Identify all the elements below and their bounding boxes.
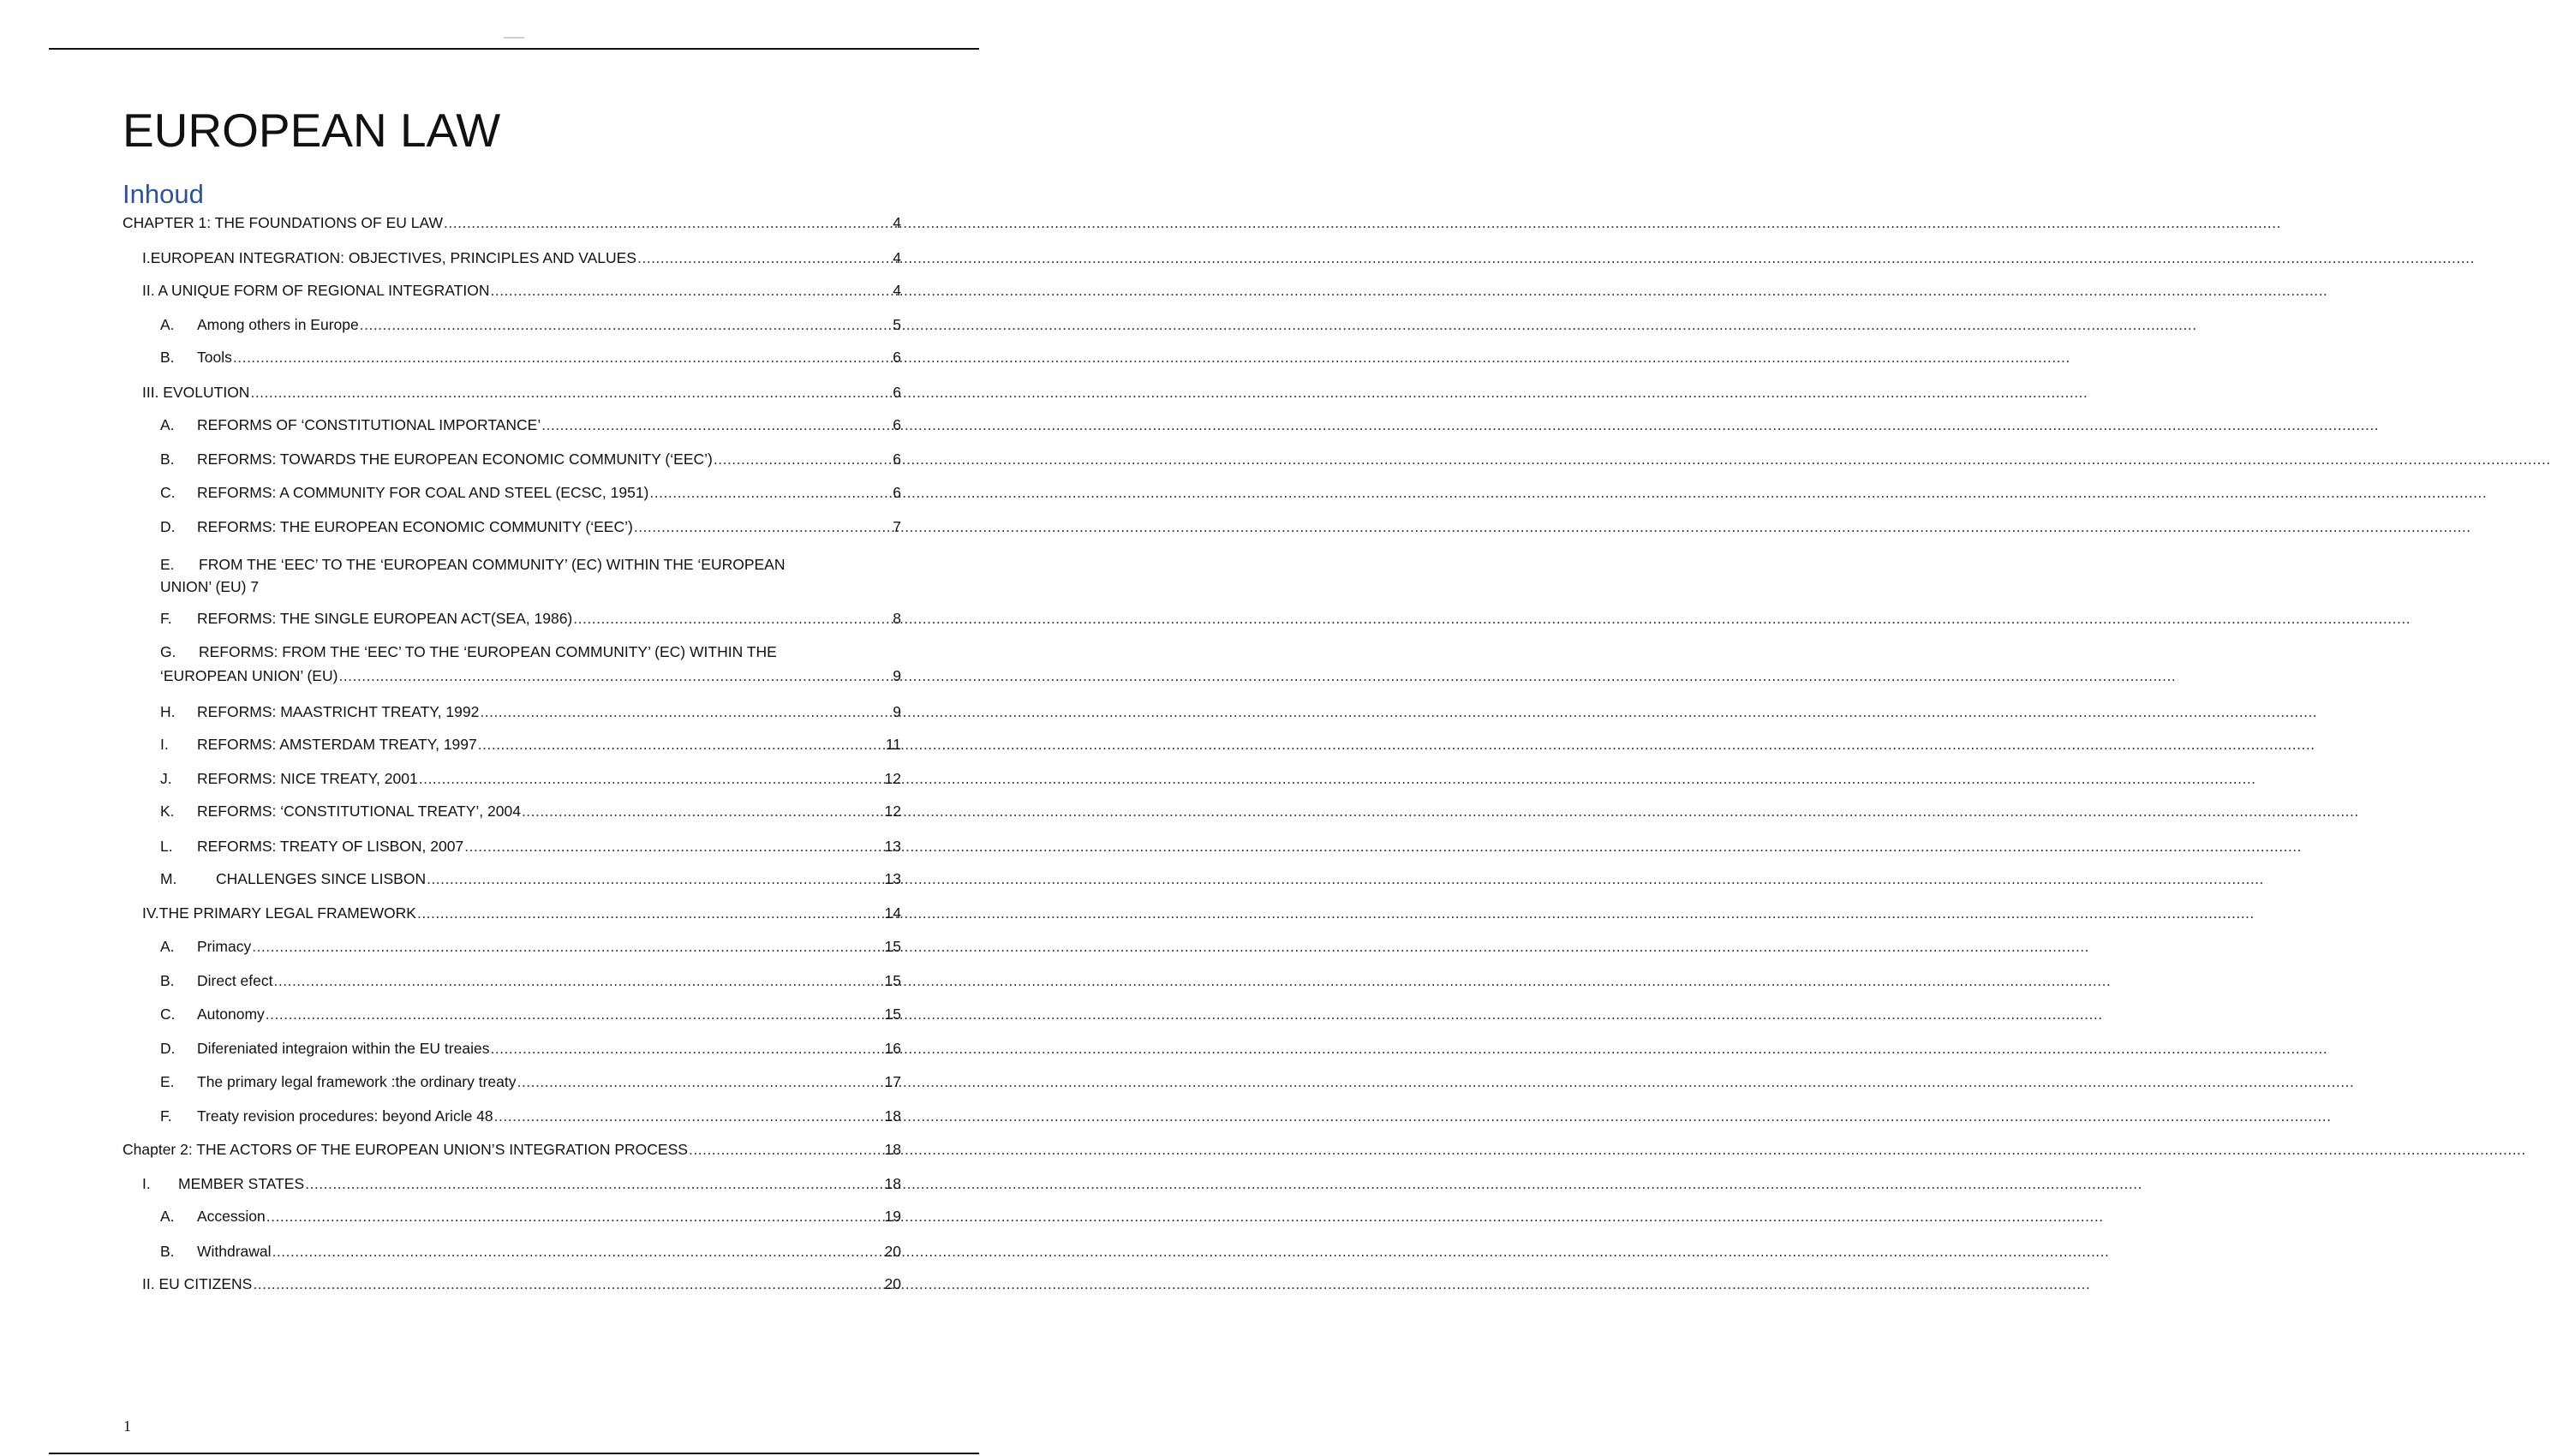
toc-entry-letter: K. [160,803,175,820]
toc-entry-iii-d[interactable] [160,516,901,537]
toc-entry-title: CHALLENGES SINCE LISBON [216,870,427,887]
toc-entry-i-b[interactable] [160,1241,901,1262]
toc-entry-letter: C. [160,484,176,501]
page-number: 1 [123,1417,131,1435]
toc-dot-leader [541,415,892,435]
toc-entry-page: 6 [893,451,901,468]
toc-entry-page: 4 [893,214,901,231]
toc-dot-leader [253,1274,883,1294]
toc-entry-title: The primary legal framework :the ordinary treaty [197,1073,517,1090]
toc-dot-leader [444,212,892,233]
toc-entry-title: II. A UNIQUE FORM OF REGIONAL INTEGRATION [142,282,490,299]
toc-entry-letter: E. [160,556,175,573]
toc-entry-iv-a[interactable] [160,936,901,957]
toc-entry-chapter-2[interactable] [122,1139,901,1160]
toc-entry-title: REFORMS: THE SINGLE EUROPEAN ACT(SEA, 1986) [197,610,573,627]
toc-entry-letter: G. [160,643,176,660]
toc-entry-page: 15 [884,972,901,989]
toc-entry-page: 15 [884,938,901,955]
toc-entry-iv-c[interactable] [160,1004,901,1024]
toc-entry-page: 20 [884,1243,901,1260]
toc-entry-title: Primacy [197,938,252,955]
toc-entry-page: 13 [884,838,901,855]
toc-entry-letter: B. [160,1243,175,1260]
toc-entry-title: I.EUROPEAN INTEGRATION: OBJECTIVES, PRINCIPLES AND VALUES [142,249,636,266]
table-of-contents [0,0,1028,1456]
toc-dot-leader [522,801,884,821]
toc-entry-letter: D. [160,518,176,535]
toc-entry-chapter-2-section-ii[interactable] [142,1274,901,1294]
toc-entry-page: 14 [884,904,901,922]
toc-dot-leader [714,449,892,469]
toc-entry-title: REFORMS: TOWARDS THE EUROPEAN ECONOMIC COMMUNITY (‘EEC’) [197,451,713,468]
toc-entry-page: 18 [884,1107,901,1125]
toc-entry-page: 9 [893,667,901,684]
toc-entry-page: 11 [885,736,901,753]
toc-entry-iii-f[interactable] [160,608,901,629]
toc-entry-title: IV.THE PRIMARY LEGAL FRAMEWORK [142,904,416,922]
toc-entry-iii-i[interactable] [160,734,901,755]
toc-entry-ii-a[interactable] [160,314,901,335]
toc-entry-title-continued: ‘EUROPEAN UNION’ (EU) [160,667,338,684]
toc-entry-letter: B. [160,972,175,989]
toc-entry-line-1 [160,553,901,576]
toc-entry-page: 7 [893,518,901,535]
toc-entry-line-1 [160,640,901,664]
toc-entry-title: REFORMS OF ‘CONSTITUTIONAL IMPORTANCE’ [197,416,541,433]
toc-dot-leader [464,836,883,856]
toc-entry-page: 20 [884,1275,901,1292]
toc-entry-page: 15 [884,1005,901,1023]
toc-dot-leader [637,248,892,268]
footer-rule [49,1453,979,1454]
toc-entry-letter: I. [142,1175,151,1192]
toc-entry-page: 17 [884,1073,901,1090]
toc-entry-title: Accession [197,1208,266,1225]
toc-dot-leader [266,1206,884,1226]
toc-dot-leader [517,1071,884,1092]
toc-entry-page: 16 [884,1040,901,1057]
toc-entry-title: FROM THE ‘EEC’ TO THE ‘EUROPEAN COMMUNITY’ (EC) WITHIN THE ‘EUROPEAN [199,556,786,573]
toc-entry-iv-b[interactable] [160,970,901,991]
toc-entry-iii-j[interactable] [160,768,901,789]
toc-entry-page: 13 [884,870,901,887]
toc-entry-ii-b[interactable] [160,347,901,367]
toc-entry-title: Autonomy [197,1005,265,1023]
toc-dot-leader [252,936,883,957]
toc-entry-iii-b[interactable] [160,449,901,469]
toc-entry-title: III. EVOLUTION [142,384,250,401]
toc-entry-chapter-2-section-i[interactable] [142,1173,901,1194]
toc-entry-iii-c[interactable] [160,482,901,503]
toc-entry-line-2 [160,664,901,688]
toc-entry-letter: F. [160,610,172,627]
toc-entry-section-iv[interactable] [142,903,901,923]
toc-entry-title: MEMBER STATES [178,1175,305,1192]
toc-dot-leader [233,347,892,367]
toc-entry-iii-h[interactable] [160,701,901,722]
toc-entry-title-continued: UNION’ (EU) 7 [160,578,260,595]
toc-dot-leader [490,280,892,301]
toc-entry-letter: M. [160,870,177,887]
toc-entry-title: REFORMS: ‘CONSTITUTIONAL TREATY’, 2004 [197,803,521,820]
toc-dot-leader [305,1173,883,1194]
toc-dot-leader [419,768,884,789]
toc-entry-iii-m[interactable] [160,868,901,889]
toc-entry-page: 9 [893,703,901,720]
toc-entry-title: Withdrawal [197,1243,272,1260]
toc-entry-letter: F. [160,1107,172,1125]
toc-dot-leader [689,1139,884,1160]
toc-entry-page: 18 [884,1141,901,1158]
toc-entry-section-iii[interactable] [142,382,901,403]
toc-entry-letter: H. [160,703,176,720]
toc-entry-page: 4 [893,282,901,299]
toc-entry-title: II. EU CITIZENS [142,1275,253,1292]
toc-entry-page: 8 [893,610,901,627]
toc-entry-letter: I. [160,736,169,753]
toc-entry-iv-e[interactable] [160,1071,901,1092]
toc-entry-letter: J. [160,770,172,787]
toc-dot-leader [480,701,892,722]
toc-dot-leader [338,664,892,688]
toc-dot-leader [494,1106,884,1126]
toc-entry-iii-l[interactable] [160,836,901,856]
toc-entry-title: Among others in Europe [197,316,359,333]
toc-dot-leader [417,903,884,923]
toc-entry-title: Direct efect [197,972,273,989]
toc-dot-leader [573,608,892,629]
toc-entry-iv-d[interactable] [160,1038,901,1059]
toc-entry-page: 18 [884,1175,901,1192]
toc-entry-chapter-1[interactable] [122,212,901,233]
toc-entry-iv-f[interactable] [160,1106,901,1126]
toc-dot-leader [274,970,884,991]
toc-dot-leader [360,314,893,335]
toc-entry-title: REFORMS: MAASTRICHT TREATY, 1992 [197,703,480,720]
document-title: EUROPEAN LAW [122,104,501,157]
toc-entry-title: CHAPTER 1: THE FOUNDATIONS OF EU LAW [122,214,444,231]
toc-entry-title: REFORMS: FROM THE ‘EEC’ TO THE ‘EUROPEAN COMMUNITY’ (EC) WITHIN THE [199,643,777,660]
toc-entry-letter: B. [160,451,175,468]
toc-entry-section-ii[interactable] [142,280,901,301]
toc-entry-title: Difereniated integraion within the EU treaies [197,1040,490,1057]
toc-entry-title: REFORMS: TREATY OF LISBON, 2007 [197,838,464,855]
toc-entry-page: 6 [893,484,901,501]
toc-entry-page: 5 [893,316,901,333]
toc-entry-title: Treaty revision procedures: beyond Aricle 48 [197,1107,493,1125]
toc-dot-leader [478,734,885,755]
toc-entry-letter: A. [160,316,175,333]
toc-entry-title: REFORMS: AMSTERDAM TREATY, 1997 [197,736,477,753]
toc-entry-title: REFORMS: THE EUROPEAN ECONOMIC COMMUNITY (‘EEC’) [197,518,633,535]
toc-entry-letter: A. [160,938,175,955]
toc-entry-page: 6 [893,416,901,433]
toc-entry-letter: B. [160,349,175,366]
toc-entry-letter: C. [160,1005,176,1023]
toc-entry-i-a[interactable] [160,1206,901,1226]
toc-entry-page: 12 [884,770,901,787]
toc-entry-letter: D. [160,1040,176,1057]
toc-entry-page: 19 [884,1208,901,1225]
toc-dot-leader [649,482,892,503]
toc-dot-leader [634,516,892,537]
toc-heading: Inhoud [122,179,204,209]
toc-entry-iii-g[interactable] [160,640,901,688]
toc-entry-page: 6 [893,349,901,366]
toc-entry-title: REFORMS: NICE TREATY, 2001 [197,770,418,787]
toc-entry-page: 4 [893,249,901,266]
toc-entry-title: REFORMS: A COMMUNITY FOR COAL AND STEEL (ECSC, 1951) [197,484,649,501]
toc-entry-letter: L. [160,838,173,855]
toc-entry-iii-k[interactable] [160,801,901,821]
toc-entry-letter: A. [160,1208,175,1225]
toc-dot-leader [272,1241,884,1262]
toc-entry-page: 12 [884,803,901,820]
toc-entry-letter: E. [160,1073,175,1090]
toc-entry-iii-e[interactable] [160,553,901,601]
toc-entry-page: 6 [893,384,901,401]
toc-entry-section-i[interactable] [142,248,901,268]
toc-dot-leader [250,382,892,403]
toc-entry-title: Chapter 2: THE ACTORS OF THE EUROPEAN UNION’S INTEGRATION PROCESS [122,1141,688,1158]
toc-entry-title: Tools [197,349,232,366]
toc-entry-letter: A. [160,416,175,433]
toc-dot-leader [266,1004,884,1024]
toc-dot-leader [427,868,883,889]
toc-entry-iii-a[interactable] [160,415,901,435]
toc-dot-leader [490,1038,883,1059]
